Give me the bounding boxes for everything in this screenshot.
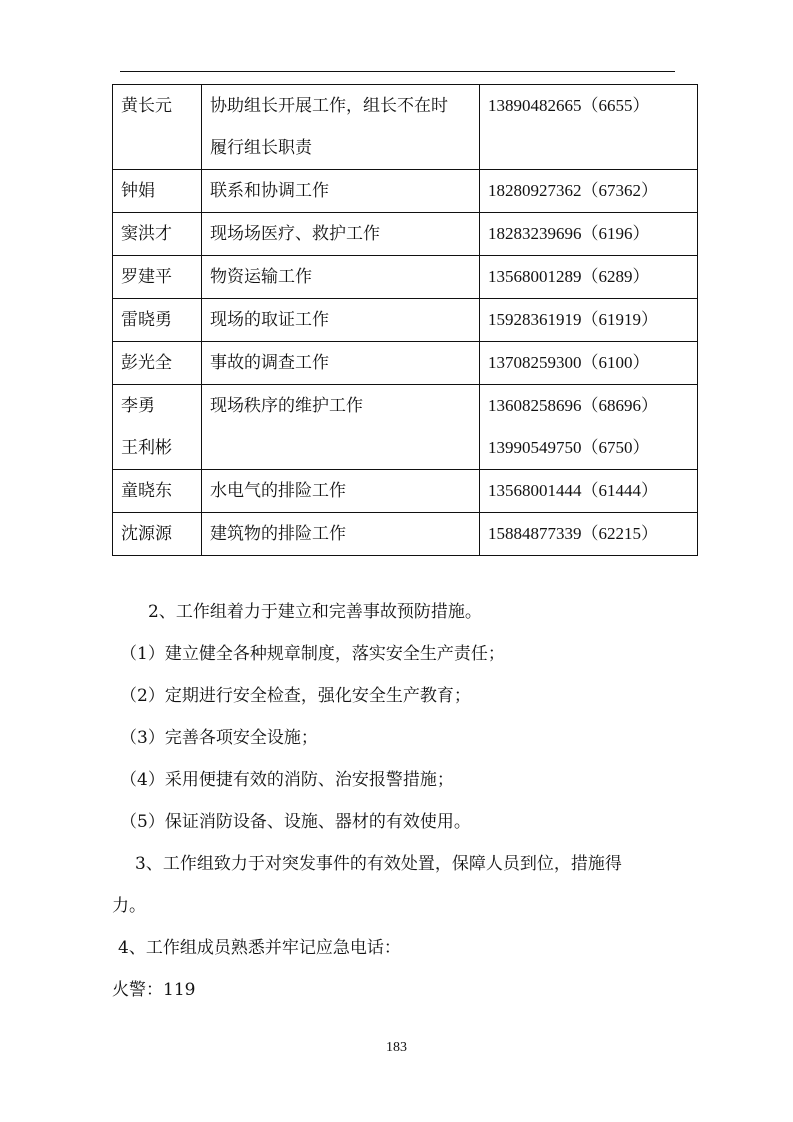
duty-text: 现场的取证工作: [210, 310, 329, 330]
table-row: [113, 470, 698, 513]
paragraph-4: 4、工作组成员熟悉并牢记应急电话：: [118, 938, 401, 958]
duty-cell: [202, 299, 480, 342]
header-rule: [120, 71, 675, 72]
paragraph-3-line-2: 力。: [112, 896, 146, 916]
member-name-cell: [113, 299, 202, 342]
duty-text: 联系和协调工作: [210, 181, 329, 201]
member-name: 童晓东: [121, 481, 172, 501]
duty-cell: [202, 385, 480, 470]
member-name-cell: [113, 385, 202, 470]
member-name: 王利彬: [121, 438, 172, 458]
staff-duty-table: [112, 84, 698, 556]
duty-cell: [202, 342, 480, 385]
member-name-cell: [113, 342, 202, 385]
member-name-cell: [113, 85, 202, 170]
duty-cell: [202, 513, 480, 556]
table-row: [113, 85, 698, 170]
member-name: 沈源源: [121, 524, 172, 544]
paragraph-2: 2、工作组着力于建立和完善事故预防措施。: [148, 602, 482, 622]
phone-cell: [480, 470, 698, 513]
phone-number: 13708259300（6100）: [488, 353, 650, 372]
duty-text: 水电气的排险工作: [210, 481, 346, 501]
member-name: 窦洪才: [121, 224, 172, 244]
member-name-cell: [113, 470, 202, 513]
fire-alarm-number: 火警：119: [112, 980, 196, 1000]
member-name-cell: [113, 513, 202, 556]
member-name-cell: [113, 170, 202, 213]
duty-cell: [202, 213, 480, 256]
phone-number: 13568001289（6289）: [488, 267, 650, 286]
phone-number: 13890482665（6655）: [488, 96, 650, 115]
table-row: [113, 513, 698, 556]
table-row: [113, 170, 698, 213]
table-row: [113, 342, 698, 385]
measure-item-2: （2）定期进行安全检查，强化安全生产教育；: [120, 686, 471, 706]
duty-cell: [202, 85, 480, 170]
measure-item-5: （5）保证消防设备、设施、器材的有效使用。: [120, 812, 471, 832]
measure-item-1: （1）建立健全各种规章制度，落实安全生产责任；: [120, 644, 505, 664]
member-name: 李勇: [121, 396, 155, 416]
duty-text: 现场场医疗、救护工作: [210, 224, 380, 244]
phone-number: 15884877339（62215）: [488, 524, 658, 543]
duty-cell: [202, 256, 480, 299]
member-name: 钟娟: [121, 181, 155, 201]
phone-cell: [480, 385, 698, 470]
table-row: [113, 256, 698, 299]
measure-item-4: （4）采用便捷有效的消防、治安报警措施；: [120, 770, 454, 790]
member-name-cell: [113, 213, 202, 256]
member-name: 彭光全: [121, 353, 172, 373]
measure-item-3: （3）完善各项安全设施；: [120, 728, 318, 748]
duty-text: 履行组长职责: [210, 138, 312, 158]
member-name: 黄长元: [121, 96, 172, 116]
duty-text: 现场秩序的维护工作: [210, 396, 363, 416]
phone-cell: [480, 213, 698, 256]
duty-text: 物资运输工作: [210, 267, 312, 287]
phone-number: 15928361919（61919）: [488, 310, 658, 329]
page-number: 183: [386, 1040, 407, 1055]
paragraph-3-line-1: 3、工作组致力于对突发事件的有效处置，保障人员到位，措施得: [135, 854, 622, 874]
phone-cell: [480, 85, 698, 170]
phone-cell: [480, 256, 698, 299]
table-row: [113, 299, 698, 342]
phone-number: 13990549750（6750）: [488, 438, 650, 457]
phone-cell: [480, 299, 698, 342]
member-name-cell: [113, 256, 202, 299]
duty-text: 建筑物的排险工作: [210, 524, 346, 544]
phone-number: 13568001444（61444）: [488, 481, 658, 500]
table-row: [113, 385, 698, 470]
table-row: [113, 213, 698, 256]
duty-text: 事故的调查工作: [210, 353, 329, 373]
duty-text: 协助组长开展工作，组长不在时: [210, 96, 448, 116]
member-name: 罗建平: [121, 267, 172, 287]
phone-number: 18280927362（67362）: [488, 181, 658, 200]
phone-cell: [480, 170, 698, 213]
phone-number: 13608258696（68696）: [488, 396, 658, 415]
duty-cell: [202, 470, 480, 513]
phone-cell: [480, 513, 698, 556]
table-body: [113, 85, 698, 556]
phone-cell: [480, 342, 698, 385]
phone-number: 18283239696（6196）: [488, 224, 650, 243]
member-name: 雷晓勇: [121, 310, 172, 330]
duty-cell: [202, 170, 480, 213]
